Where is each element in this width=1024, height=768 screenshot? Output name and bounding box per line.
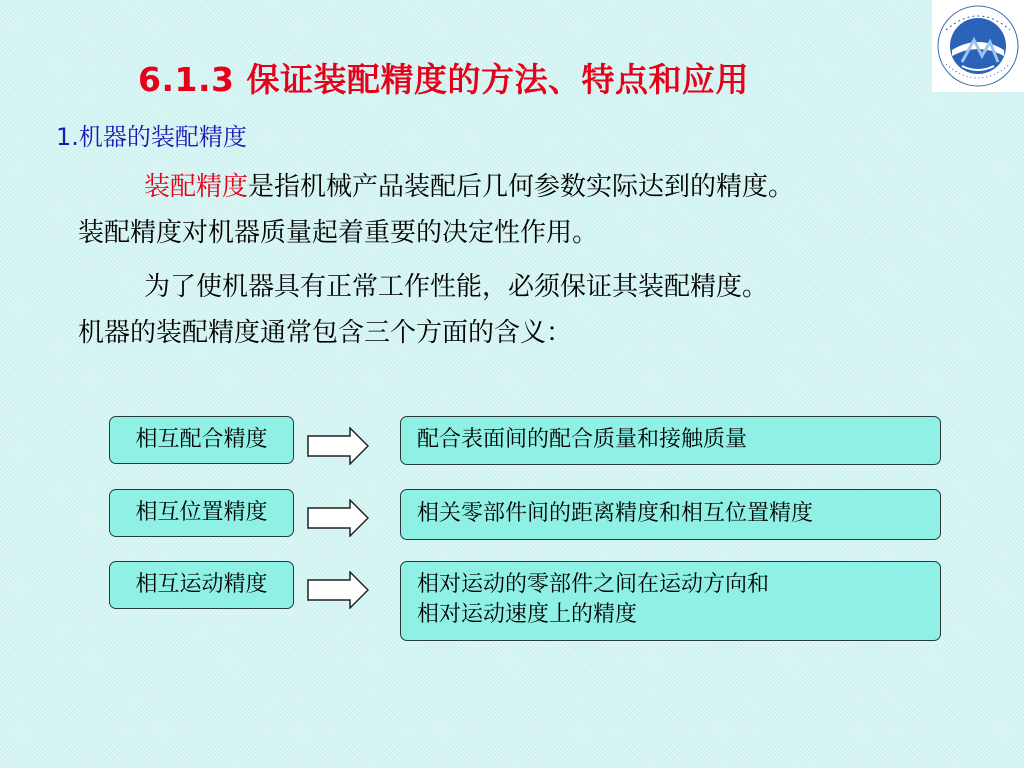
paragraph-requirements [78, 264, 768, 356]
paragraph-line: 装配精度对机器质量起着重要的决定性作用。 [78, 218, 599, 248]
accuracy-description-box [400, 489, 941, 540]
slide-title: 6.1.3 保证装配精度的方法、特点和应用 [138, 60, 749, 99]
description-line: 相对运动的零部件之间在运动方向和 [417, 572, 770, 597]
paragraph-text: 是指机械产品装配后几何参数实际达到的精度。 [248, 172, 795, 202]
accuracy-description-box [400, 561, 941, 641]
section-subheading: 1.机器的装配精度 [56, 123, 247, 151]
description-line: 相对运动速度上的精度 [417, 602, 638, 627]
right-arrow-icon [307, 571, 369, 609]
right-arrow-icon [307, 499, 369, 537]
right-arrow-icon [307, 427, 369, 465]
accuracy-type-box: 相互配合精度 [109, 416, 294, 464]
paragraph-line: 机器的装配精度通常包含三个方面的含义： [78, 318, 573, 348]
accuracy-description-box [400, 416, 941, 465]
description-line: 相关零部件间的距离精度和相互位置精度 [417, 501, 814, 526]
paragraph-definition [78, 164, 794, 256]
accuracy-type-box: 相互运动精度 [109, 561, 294, 609]
paragraph-line [78, 164, 794, 210]
university-logo [932, 0, 1024, 92]
highlighted-term: 装配精度 [144, 172, 249, 202]
globe-emblem-icon [932, 0, 1024, 92]
paragraph-line: 为了使机器具有正常工作性能，必须保证其装配精度。 [144, 272, 769, 302]
accuracy-type-box: 相互位置精度 [109, 489, 294, 537]
description-line: 配合表面间的配合质量和接触质量 [417, 427, 748, 452]
